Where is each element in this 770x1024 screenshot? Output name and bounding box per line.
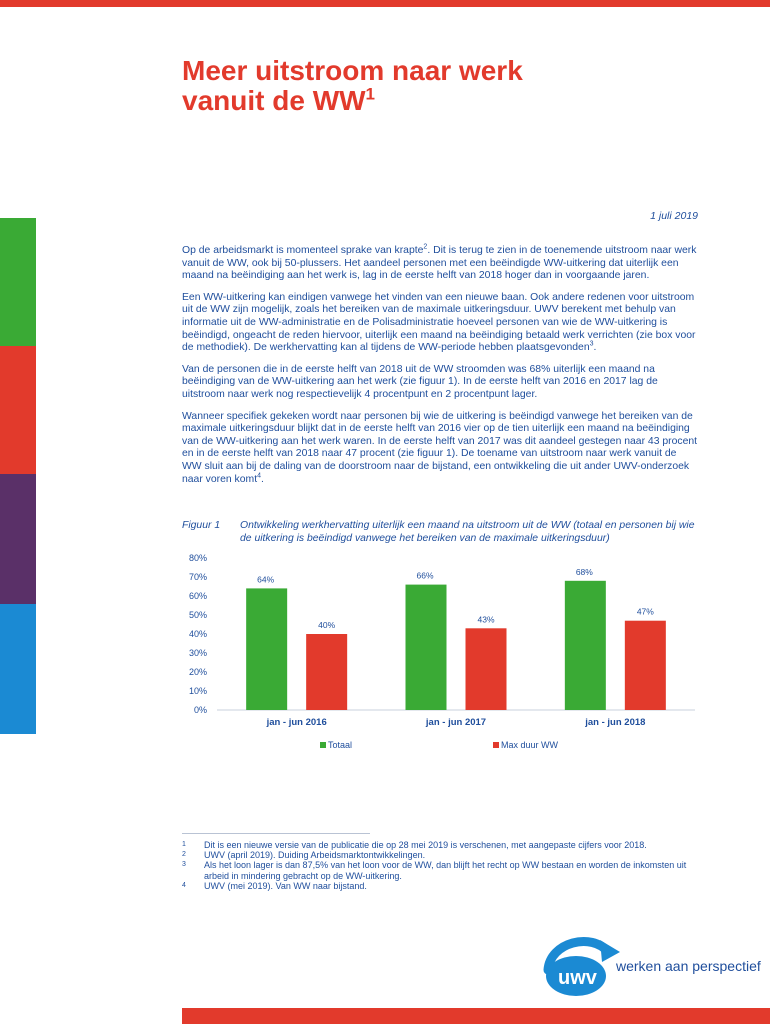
bar-max-duur-ww [306, 634, 347, 710]
side-strip-purple [0, 474, 36, 604]
legend-label: Max duur WW [501, 740, 559, 750]
bar-totaal [406, 585, 447, 710]
figure-caption [182, 520, 702, 545]
side-strip-green [0, 218, 36, 346]
footnote-2 [182, 850, 702, 860]
paragraph-3: Van de personen die in de eerste helft van 2018 uit de WW stroomden was 68% uiterlijk een maand na beëindiging van de WW-uitkering aan het werk (zie figuur 1). In de eerste helft van 2016 en 2017 lag de uitstroom naar werk nog respectievelijk 4 procentpunt en 2 procentpunt lager. [182, 363, 658, 400]
bar-totaal [565, 581, 606, 710]
footnote-text: Dit is een nieuwe versie van de publicatie die op 28 mei 2019 is verschenen, met aangepaste cijfers voor 2018. [204, 840, 647, 850]
bar-max-duur-ww [466, 628, 507, 710]
footnotes [182, 833, 702, 891]
data-label: 47% [636, 606, 654, 617]
footnote-number: 3 [182, 861, 186, 869]
figure-caption-text: Ontwikkeling werkhervatting uiterlijk een maand na uitstroom uit de WW (totaal en personen bij wie de uitkering is beëindigd vanwege het bereiken van de maximale uitkeringsduur) [240, 520, 695, 544]
y-tick-label: 10% [188, 686, 207, 696]
footnote-number: 2 [182, 851, 186, 859]
bottom-accent-bar [182, 1008, 770, 1024]
data-label: 68% [575, 566, 593, 577]
paragraph-1-text-cont: . Dit is terug te zien in de toenemende uitstroom naar werk vanuit de WW, ook bij 50-plussers. Het aandeel personen met een beëindigde WW-uitkering dat uiterlijk een maand na beëindiging aan het werk is, lag in de eerste helft van 2018 hoger dan in voorgaande jaren. [182, 245, 697, 282]
figure-label: Figuur 1 [182, 520, 221, 531]
data-label: 40% [318, 620, 336, 630]
footnote-text: UWV (mei 2019). Van WW naar bijstand. [204, 880, 367, 891]
logo-mark-text: uwv [558, 967, 597, 989]
page-title [182, 56, 702, 116]
paragraph-4 [182, 411, 698, 487]
footnote-divider [182, 833, 370, 834]
paragraph-4-text: Wanneer specifiek gekeken wordt naar personen bij wie de uitkering is beëindigd vanwege het bereiken van de maximale uitkeringsduur blijkt dat in de eerste helft van 2016 vier op de tien uiterlijk een maand na beëindiging van de WW-uitkering aan het werk waren. In de eerste helft van 2017 was dit aandeel gestegen naar 43 procent en in de eerste helft van 2018 naar 47 procent (zie figuur 1). De toename van uitstroom naar werk vanuit de WW sluit aan bij de daling van de doorstroom naar de bijstand, een ontwikkeling die uit ander UWV-onderzoek naar voren komt [182, 410, 698, 485]
footnote-1 [182, 840, 702, 850]
paragraph-1 [182, 245, 698, 283]
footnote-ref-2[interactable]: 2 [423, 243, 428, 251]
x-tick-label: jan - jun 2018 [585, 717, 646, 728]
title-footnote-ref[interactable]: 1 [365, 84, 376, 104]
y-tick-label: 80% [188, 553, 207, 563]
data-label: 66% [416, 570, 434, 581]
x-tick-label: jan - jun 2017 [425, 717, 487, 728]
legend-swatch [493, 742, 499, 748]
footnote-text: UWV (april 2019). Duiding Arbeidsmarktontwikkelingen. [204, 850, 426, 861]
title-line-1: Meer uitstroom naar werk [182, 55, 523, 86]
side-strip-blue [0, 604, 36, 734]
footnote-number: 4 [182, 881, 186, 889]
data-label: 64% [257, 574, 275, 585]
y-tick-label: 20% [188, 667, 207, 677]
footnote-text: Als het loon lager is dan 87,5% van het loon voor de WW, dan blijft het recht op WW bestaan en worden de inkomsten uit arbeid in mindering gebracht op de WW-uitkering. [204, 860, 687, 881]
y-tick-label: 70% [188, 572, 207, 582]
top-accent-bar [0, 0, 770, 7]
y-tick-label: 40% [188, 629, 207, 639]
paragraph-2 [182, 292, 698, 355]
body-text [182, 245, 698, 495]
x-tick-label: jan - jun 2016 [266, 717, 327, 728]
logo-tagline: werken aan perspectief [616, 958, 761, 974]
y-tick-label: 50% [188, 610, 207, 620]
paragraph-2-text: Een WW-uitkering kan eindigen vanwege het vinden van een nieuwe baan. Ook andere redenen voor uitstroom uit de WW zijn mogelijk, zoals het bereiken van de maximale uitkeringsduur. UWV berekent met behulp van informatie uit de WW-administratie en de Polisadministratie hoeveel personen van wie de WW-uitkering is beëindigd, ongeacht de reden hiervoor, uiterlijk een maand na beëindiging betaald werk verrichten (zie box voor de methodiek). De werkhervatting kan al tijdens de WW-periode hebben plaatsgevonden [182, 291, 696, 354]
legend-swatch [320, 742, 326, 748]
paragraph-1-text: Op de arbeidsmarkt is momenteel sprake van krapte [182, 245, 424, 256]
data-label: 43% [477, 614, 495, 625]
paragraph-4-text-cont: . [261, 473, 264, 485]
legend-label: Totaal [328, 740, 353, 750]
bar-max-duur-ww [625, 621, 666, 710]
bar-chart [175, 552, 705, 762]
title-line-2: vanuit de WW [182, 85, 366, 116]
publication-date: 1 juli 2019 [650, 210, 698, 222]
side-strip-red [0, 346, 36, 474]
footnote-ref-4[interactable]: 4 [257, 472, 261, 480]
paragraph-2-text-cont: . [593, 342, 597, 354]
footnote-4 [182, 881, 702, 891]
y-tick-label: 30% [188, 648, 207, 658]
y-tick-label: 60% [188, 591, 207, 601]
footnote-ref-3[interactable]: 3 [589, 340, 594, 348]
footnote-number: 1 [182, 841, 186, 848]
y-tick-label: 0% [193, 705, 207, 715]
bar-totaal [246, 588, 287, 710]
footnote-3 [182, 860, 702, 880]
